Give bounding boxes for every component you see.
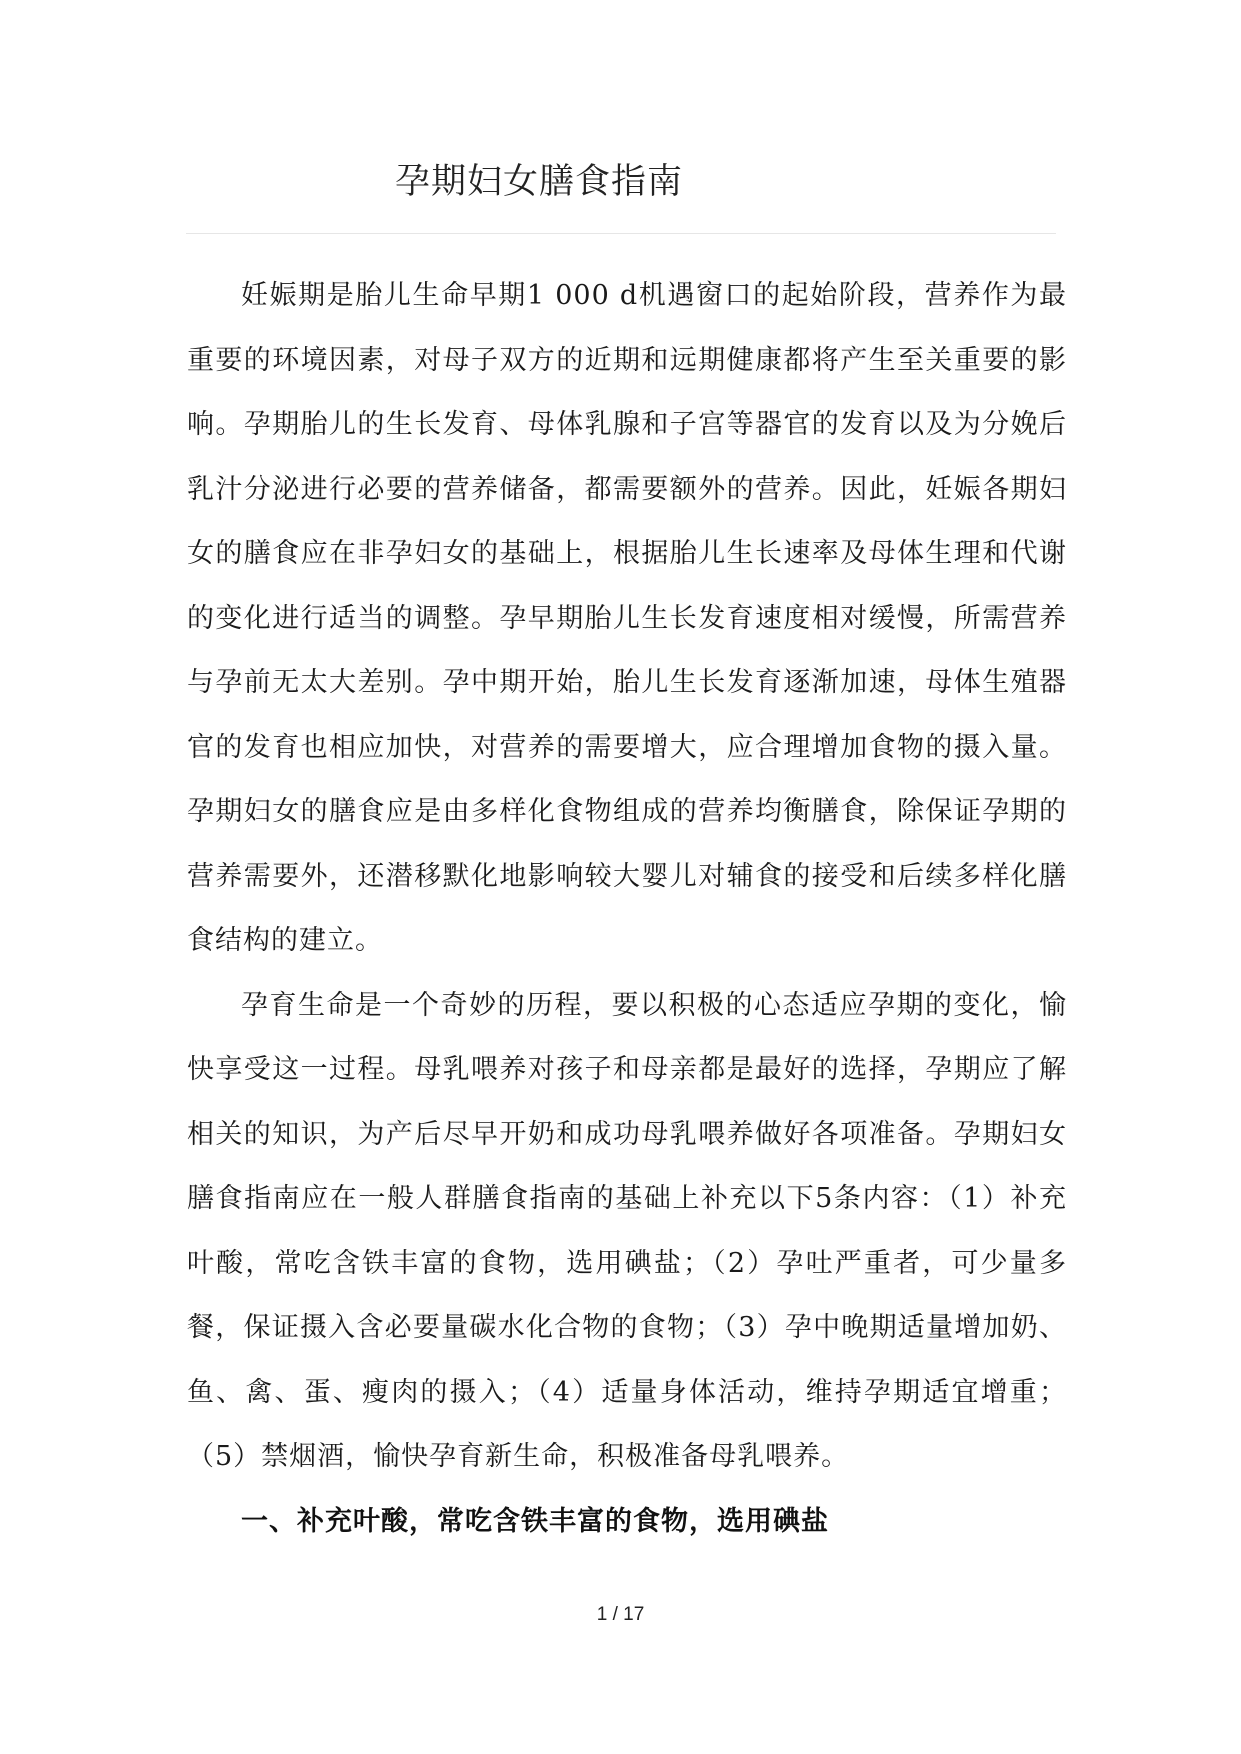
- body-paragraph: 妊娠期是胎儿生命早期1 000 d机遇窗口的起始阶段，营养作为最重要的环境因素，对母子双方的近期和远期健康都将产生至关重要的影响。孕期胎儿的生长发育、母体乳腺和子宫等器官的发育以及为分娩后乳汁分泌进行必要的营养储备，都需要额外的营养。因此，妊娠各期妇女的膳食应在非孕妇女的基础上，根据胎儿生长速率及母体生理和代谢的变化进行适当的调整。孕早期胎儿生长发育速度相对缓慢，所需营养与孕前无太大差别。孕中期开始，胎儿生长发育逐渐加速，母体生殖器官的发育也相应加快，对营养的需要增大，应合理增加食物的摄入量。孕期妇女的膳食应是由多样化食物组成的营养均衡膳食，除保证孕期的营养需要外，还潜移默化地影响较大婴儿对辅食的接受和后续多样化膳食结构的建立。: [187, 280, 1067, 956]
- document-body: [187, 264, 1067, 1554]
- title-divider: [186, 233, 1056, 234]
- document-title: 孕期妇女膳食指南: [395, 162, 684, 202]
- body-paragraph: 孕育生命是一个奇妙的历程，要以积极的心态适应孕期的变化，愉快享受这一过程。母乳喂养对孩子和母亲都是最好的选择，孕期应了解相关的知识，为产后尽早开奶和成功母乳喂养做好各项准备。孕期妇女膳食指南应在一般人群膳食指南的基础上补充以下5条内容：（1）补充叶酸，常吃含铁丰富的食物，选用碘盐；（2）孕吐严重者，可少量多餐，保证摄入含必要量碳水化合物的食物；（3）孕中晚期适量增加奶、鱼、禽、蛋、瘦肉的摄入；（4）适量身体活动，维持孕期适宜增重；（5）禁烟酒，愉快孕育新生命，积极准备母乳喂养。: [187, 989, 1067, 1472]
- page-number: 1 / 17: [596, 1604, 645, 1625]
- section-heading: 一、补充叶酸，常吃含铁丰富的食物，选用碘盐: [241, 1505, 829, 1537]
